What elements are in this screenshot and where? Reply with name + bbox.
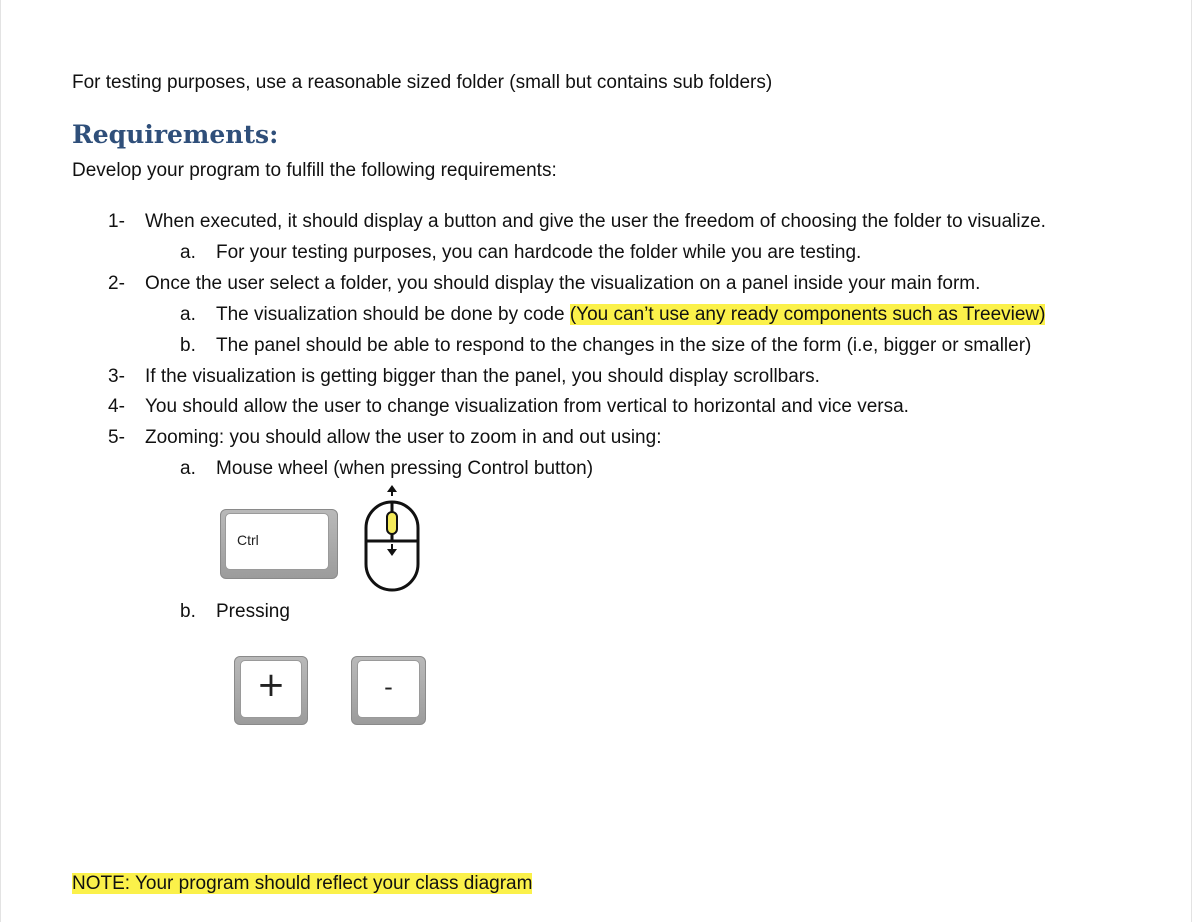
subitem-1a-text: For your testing purposes, you can hardcode the folder while you are testing.: [216, 242, 862, 263]
note-highlight: NOTE: Your program should reflect your class diagram: [72, 873, 533, 894]
item-3-marker: 3-: [108, 366, 125, 387]
item-2-marker: 2-: [108, 273, 125, 294]
subitem-2a-plain: The visualization should be done by code: [216, 304, 570, 325]
item-5-marker: 5-: [108, 427, 125, 448]
intro-text: For testing purposes, use a reasonable sized folder (small but contains sub folders): [72, 72, 773, 93]
ctrl-key: [220, 509, 338, 579]
subitem-5b-marker: b.: [180, 601, 196, 622]
lead-text: Develop your program to fulfill the following requirements:: [72, 160, 557, 181]
subitem-5a-text: Mouse wheel (when pressing Control button): [216, 458, 594, 479]
plus-key-label: +: [256, 665, 286, 705]
treeview-highlight: (You can’t use any ready components such as Treeview): [569, 304, 1046, 325]
minus-key: [351, 656, 426, 725]
mouse-wheel-icon: [360, 484, 426, 594]
subitem-2a-text: [216, 303, 1045, 327]
note-text: [72, 872, 532, 896]
item-2-text: Once the user select a folder, you should display the visualization on a panel inside your main form.: [145, 273, 981, 294]
item-4-marker: 4-: [108, 396, 125, 417]
ctrl-key-label: Ctrl: [237, 532, 259, 548]
item-1-text: When executed, it should display a button and give the user the freedom of choosing the folder to visualize.: [145, 211, 1046, 232]
item-3-text: If the visualization is getting bigger than the panel, you should display scrollbars.: [145, 366, 820, 387]
item-4-text: You should allow the user to change visualization from vertical to horizontal and vice versa.: [145, 396, 909, 417]
item-1-marker: 1-: [108, 211, 125, 232]
subitem-2b-text: The panel should be able to respond to the changes in the size of the form (i.e, bigger or smaller): [216, 335, 1032, 356]
requirements-heading: Requirements:: [72, 120, 279, 149]
subitem-5b-text: Pressing: [216, 601, 290, 622]
subitem-1a-marker: a.: [180, 242, 196, 263]
subitem-5a-marker: a.: [180, 458, 196, 479]
item-5-text: Zooming: you should allow the user to zoom in and out using:: [145, 427, 662, 448]
subitem-2b-marker: b.: [180, 335, 196, 356]
minus-key-label: -: [384, 673, 393, 701]
subitem-2a-marker: a.: [180, 304, 196, 325]
plus-key: [234, 656, 308, 725]
